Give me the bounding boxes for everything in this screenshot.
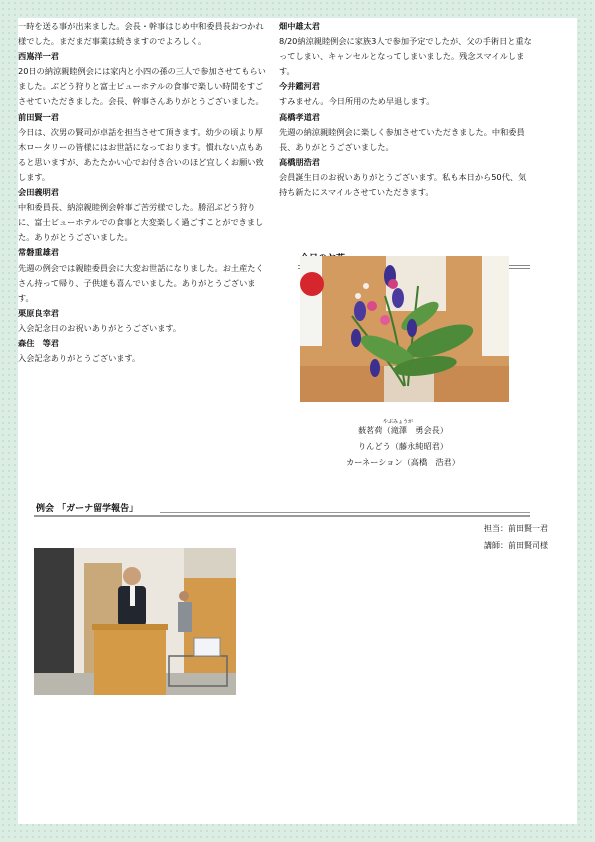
flower-arrangement-photo	[300, 256, 509, 402]
message-text: すみません。今日所用のため早退します。	[279, 96, 435, 107]
speaker-image	[34, 548, 236, 695]
member-name: 畑中雄太君	[279, 21, 320, 31]
message-text: 今日は、次男の賢司が卓話を担当させて頂きます。幼少の頃より厚木ロータリーの皆様にはお世話になっております。慣れない点もあると思いますが、あたたかい心でお付き合いのほど宜しくお願い致します。	[18, 126, 264, 182]
message-text: 入会記念日のお祝いありがとうございます。	[18, 322, 182, 333]
tantou-label: 担当：前田賢一君	[484, 524, 548, 533]
member-name: 今井鑑河君	[279, 81, 320, 92]
flower-caption: りんどう（藤永純昭君）	[357, 441, 449, 451]
message-text: 先週の納涼親睦例会に楽しく参加させていただきました。中和委員長、ありがとうございました。	[279, 126, 525, 152]
report-divider-thin	[160, 512, 530, 513]
member-name: 常磐重雄君	[18, 247, 59, 258]
message-text: 8/20納涼親睦例会に家族3人で参加予定でしたが、父の手術日と重なってしまい、キャンセルとなってしまいました。残念スマイルします。	[279, 36, 532, 77]
member-name: 高橋孝道君	[279, 111, 320, 122]
member-name: 高橋朋浩君	[279, 156, 320, 167]
member-name: 会田義明君	[18, 187, 59, 198]
message-text: 一時を送る事が出来ました。会長・幹事はじめ中和委員長おつかれ様でした。まだまだ事業は続きますのでよろしく。	[18, 21, 264, 47]
member-name: 森住 等君	[18, 337, 59, 348]
report-divider	[34, 515, 530, 517]
right-column	[279, 19, 534, 200]
member-name: 前田賢一君	[18, 111, 59, 122]
message-text: 入会記念ありがとうございます。	[18, 353, 141, 364]
flower-caption: 薮茗荷（滝澤 勇会長）	[357, 425, 449, 435]
message-text: 中和委員長、納涼親睦例会幹事ご苦労様でした。勝沼ぶどう狩りに、富士ビューホテルでの食事と大変楽しく過ごすことができました。ありがとうございました。	[18, 202, 264, 243]
report-heading: 例会 「ガーナ留学報告」	[36, 504, 139, 514]
message-text: 会員誕生日のお祝いありがとうございます。私も本日から50代、気持ち新たにスマイルさせていただきます。	[279, 171, 527, 198]
flower-caption: カーネーション（高橋 浩君）	[346, 457, 460, 467]
member-name: 栗原良幸君	[18, 307, 59, 318]
flower-image	[300, 256, 509, 402]
ruby-reading: やぶみょうが	[383, 419, 414, 425]
member-name: 西嶌洋一君	[18, 51, 59, 62]
koushi-label: 講師：前田賢司様	[484, 541, 548, 550]
message-text: 20日の納涼親睦例会には家内と小四の孫の三人で参加させてもらいました。ぶどう狩りと富士ビューホテルの食事で楽しい時間をすごさせていただきました。会長、幹事さんありがとうございました。	[18, 66, 266, 107]
message-text: 先週の例会では親睦委員会に大変お世話になりました。お土産たくさん持って帰り、子供達も喜んでいました。ありがとうございます。	[18, 262, 264, 303]
speaker-photo	[34, 548, 236, 695]
left-column	[18, 19, 270, 366]
